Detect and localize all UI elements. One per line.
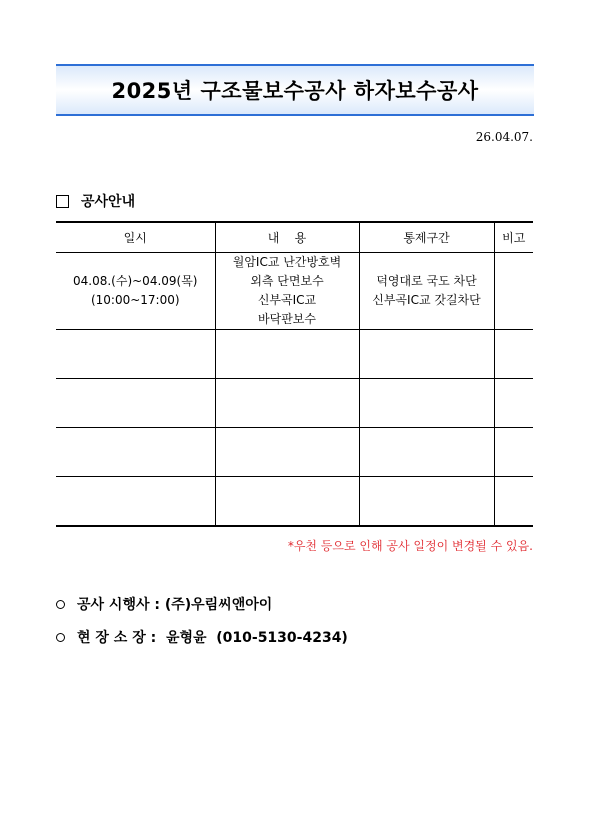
table-row	[56, 379, 533, 428]
control-line: 덕영대로 국도 차단	[376, 274, 477, 288]
date-range: 04.08.(수)~04.09(목)	[73, 274, 198, 288]
section-heading	[56, 191, 135, 211]
header-control-zone: 통제구간	[359, 222, 494, 253]
section-title: 공사안내	[81, 194, 136, 210]
contractor-line	[56, 594, 272, 614]
content-line: 신부곡IC교	[257, 293, 317, 307]
weather-note: *우천 등으로 인해 공사 일정이 변경될 수 있음.	[287, 539, 533, 553]
table-row	[56, 477, 533, 527]
document-title: 2025년 구조물보수공사 하자보수공사	[111, 79, 479, 103]
time-range: (10:00~17:00)	[90, 293, 180, 307]
header-content: 내 용	[215, 222, 359, 253]
site-manager-line	[56, 627, 348, 647]
bullet-icon	[56, 633, 65, 642]
site-manager-text: 현 장 소 장 : 윤형윤 (010-5130-4234)	[77, 630, 348, 646]
control-line: 신부곡IC교 갓길차단	[372, 293, 481, 307]
checkbox-icon	[56, 195, 69, 208]
table-row	[56, 253, 533, 330]
cell-date	[56, 253, 215, 330]
cell-control-zone	[359, 253, 494, 330]
header-date: 일시	[56, 222, 215, 253]
table-header-row	[56, 222, 533, 253]
table-row	[56, 330, 533, 379]
cell-content	[215, 253, 359, 330]
contractor-text: 공사 시행사 : (주)우림씨앤아이	[77, 597, 273, 613]
cell-remarks	[494, 253, 533, 330]
table-row	[56, 428, 533, 477]
content-line: 바닥판보수	[258, 312, 316, 326]
schedule-table	[56, 221, 533, 527]
document-date: 26.04.07.	[475, 130, 533, 144]
content-line: 외측 단면보수	[250, 274, 324, 288]
content-line: 월암IC교 난간방호벽	[232, 255, 342, 269]
bullet-icon	[56, 600, 65, 609]
title-banner	[56, 64, 534, 116]
header-remarks: 비고	[494, 222, 533, 253]
